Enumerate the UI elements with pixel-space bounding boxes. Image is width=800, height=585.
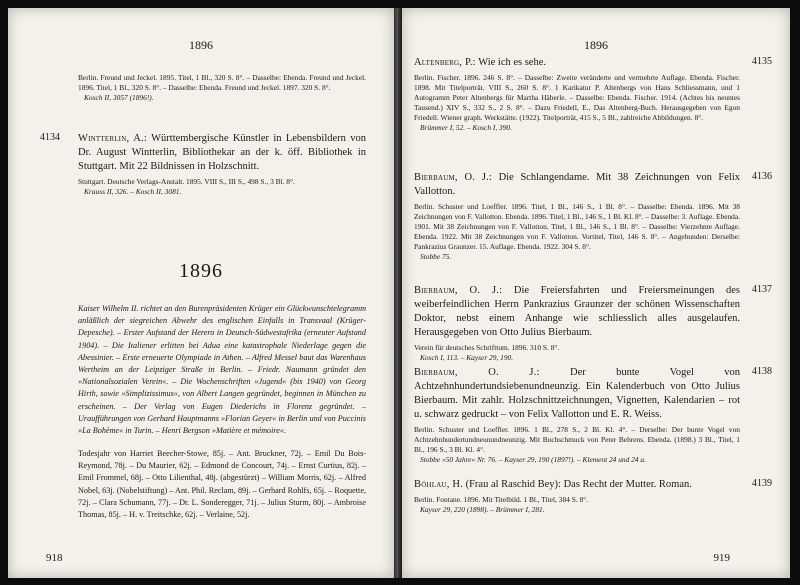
entry-4134 (8, 132, 394, 197)
entry-details: Berlin. Schuster und Loeffler. 1896. 1 Bl., 278 S., 2 Bl. Kl. 4°. – Derselbe: Der bunte Vogel von Achtzehnhundertundneunundneunzig. Mit Buchschmuck von Peter Behrens. Ebenda. (1898.) 3 Bl., Titel, 1 Bl., 196 S., 3 Bl. Kl. 4°. (414, 425, 740, 454)
entry-title: Die Schlangendame. Mit 38 Zeichnungen von Felix Vallotton. (414, 172, 740, 197)
entry-details: Stuttgart. Deutsche Verlags-Anstalt. 1895. VIII S., III S., 498 S., 3 Bl. 8°. (78, 177, 295, 186)
entry-references: Brümmer I, 52. – Kosch I, 390. (420, 123, 512, 132)
entry-4135 (402, 56, 790, 133)
entry-details: Berlin. Schuster und Loeffler. 1896. Titel, 1 Bl., 146 S., 1 Bl. 8°. – Dasselbe: Ebenda. 1896. Mit 38 Zeichnungen von F. Vallotton. Ebenda. 1896. Titel, 1 Bl., 146 S., 1 Bl. Kl. 8°. – Dasselbe: 3. Auflage. Ebenda. 1901. Mit 38 Zeichnungen von F. Vallotton. Titel, 1 Bl., 146 S., 1 Bl. 8°. – Dasselbe: Vierzehnte Auflage. Ebenda. 1922. Mit 38 Zeichnungen von F. Vallotton. Vortitel, Titel, 146 S. 8°. – Angebunden: Derselbe: Pankrazius Graunzer. 15. Auflage. Ebenda. 1922. 304 S. 8°. (414, 202, 740, 251)
book-gutter (394, 8, 402, 578)
entry-number: 4138 (752, 366, 772, 377)
entry-number: 4136 (752, 171, 772, 182)
entry-references: Kosch II, 3057 (1896!). (84, 93, 154, 102)
entry-heading (414, 478, 740, 492)
entry-author: Bierbaum, O. J.: (414, 172, 493, 183)
entry-heading (78, 132, 366, 174)
entry-title: (Frau al Raschid Bey): Das Recht der Mutter. Roman. (465, 479, 692, 490)
entry-number: 4137 (752, 284, 772, 295)
entry-author: Bierbaum, O. J.: (414, 367, 540, 378)
entry-heading (414, 171, 740, 199)
year-heading: 1896 (179, 260, 223, 282)
entry-title: Wie ich es sehe. (478, 57, 547, 68)
entry-details: Verein für deutsches Schrifttum. 1896. 310 S. 8°. (414, 343, 560, 352)
entry-heading (414, 284, 740, 340)
entry-author: Bierbaum, O. J.: (414, 285, 503, 296)
entry-title: Die Freiersfahrten und Freiersmeinungen des weiberfeindlichen Herrn Pankrazius Graunzer der schönen Wissenschaften Doktor, nebst einem Anhange wie schliesslich alles ausgelaufen. Herausgegeben von Otto Julius Bierbaum. (414, 285, 741, 338)
entry-references: Kayser 29, 220 (1898). – Brümmer I, 281. (420, 505, 545, 514)
entry-details: Berlin. Fischer. 1896. 246 S. 8°. – Dasselbe: Zweite veränderte und vermehrte Auflage. Ebenda. Fischer. 1898. Mit Titelporträt. VIII S., 260 S. 8°. 1 Karikatur P. Altenbergs von Hans Schliessmann, und 1 Autogramm Peter Altenbergs für Martha Häberle. – Dasselbe: Ebenda. Fischer. 1914. (Achtes bis neuntes Tausend.) XIV S., 332 S., 2 S. 8°. – Dazu Friedell, E., Das Altenberg-Buch. Herausgegeben von Egon Friedell. Wiener graph. Werkstätte. (1922). Titelporträt, 415 S., 5 Bl., zahlreiche Abbildungen. 8°. (414, 73, 740, 122)
entry-4138 (402, 366, 790, 465)
entry-details: Berlin. Fontane. 1896. Mit Titelbild. 1 Bl., Titel, 384 S. 8°. (414, 495, 588, 504)
entry-title: Württembergische Künstler in Lebensbildern von Dr. August Wintterlin, Bibliothekar an der k. öff. Bibliothek in Stuttgart. Mit 22 Bildnissen in Holzschnitt. (78, 133, 366, 172)
running-head: 1896 (584, 38, 608, 52)
entry-heading (414, 56, 740, 70)
entry-details: Berlin. Freund und Jeckel. 1895. Titel, 1 Bl., 320 S. 8°. – Dasselbe: Ebenda. Freund und Jeckel. 1896. Titel, 1 Bl., 320 S. 8°. – Dasselbe: Ebenda. Freund und Jeckel. 1897. 320 S. 8°. (78, 73, 366, 92)
entry-4137 (402, 284, 790, 363)
entry-author: Wintterlin, A.: (78, 133, 147, 144)
page-number: 919 (713, 552, 730, 564)
entry-references: Kosch I, 113. – Kayser 29, 190. (420, 353, 514, 362)
deaths-text: Todesjahr von Harriet Beecher-Stowe, 85j. – Ant. Bruckner, 72j. – Emil Du Bois-Reymond, 78j. – Du Maurier, 62j. – Edmond de Concourt, 74j. – Ernst Curtius, 82j. – Emil Frommel, 68j. – Otto Lilienthal, 48j. (abgestürzt) – William Morris, 62j. – Alfred Nobel, 63j. (Nobelstiftung) – Ant. Phil. Reclam, 89j. – Gerhard Rohlfs, 65j. – Roquette, 72j. – Clara Schumann, 77j. – Dr. L. Sonderegger, 71j. – Julius Sturm, 80j. – Ambroise Thomas, 85j. – H. v. Treitschke, 62j. – Verlaine, 52j. (78, 449, 366, 520)
chronicle-text: Kaiser Wilhelm II. richtet an den Burenpräsidenten Krüger ein Glückwunschtelegramm anläßlich der siegreichen Abwehr des englischen Einfalls in Transvaal (Krüger-Depesche). – Erster Aufstand der Herero in Deutsch-Südwestafrika (erneuter Aufstand 1904). – Die Italiener erlitten bei Adua eine katastrophale Niederlage gegen die Abessinier. – Erste erneuerte Olympiade in Athen. – Alfred Messel baut das Warenhaus Wertheim an der Leipziger Straße in Berlin. – Friedr. Naumann gründet den »Nationalsozialen Verein«. – Die Wochenschriften »Jugend« (bis 1940) von Georg Hirth, sowie »Simplizissimus«, von Albert Langen gegründet, beginnen in München zu erscheinen. – Der Verlag von Eugen Diederichs in Florenz gegründet. – Uraufführungen von Gerhard Hauptmanns »Florian Geyer« in Berlin und von Puccinis »La Bohème« in Turin. – Henri Bergson »Matière et mémoire«. (78, 304, 366, 436)
running-head: 1896 (189, 38, 213, 52)
page-number: 918 (46, 552, 63, 564)
entry-number: 4135 (752, 56, 772, 67)
entry-author: Altenberg, P.: (414, 57, 476, 68)
entry-4139 (402, 478, 790, 515)
entry-references: Stobbe »50 Jahre« Nr. 76. – Kayser 29, 190 (1897!). – Klement 24 und 24 a. (420, 455, 646, 464)
entry-heading (414, 366, 740, 422)
entry-4136 (402, 171, 790, 262)
entry-number: 4134 (40, 132, 60, 143)
entry-number: 4139 (752, 478, 772, 489)
entry-references: Krauss II, 326. – Kosch II, 3081. (84, 187, 182, 196)
entry-author: Böhlau, H. (414, 479, 463, 490)
entry-title: Der bunte Vogel von Achtzehnhundertundsiebenundneunzig. Ein Kalenderbuch von Otto Julius Bierbaum. Mit zahlr. Holzschnittzeichnungen, Vignetten, Kalendarien – rot u. schwarz gedruckt – von Felix Vallotton und E. R. Weiss. (414, 367, 741, 420)
left-page (8, 8, 394, 578)
continued-entry (8, 70, 394, 103)
right-page (402, 8, 790, 578)
entry-references: Stobbe 75. (420, 252, 452, 261)
